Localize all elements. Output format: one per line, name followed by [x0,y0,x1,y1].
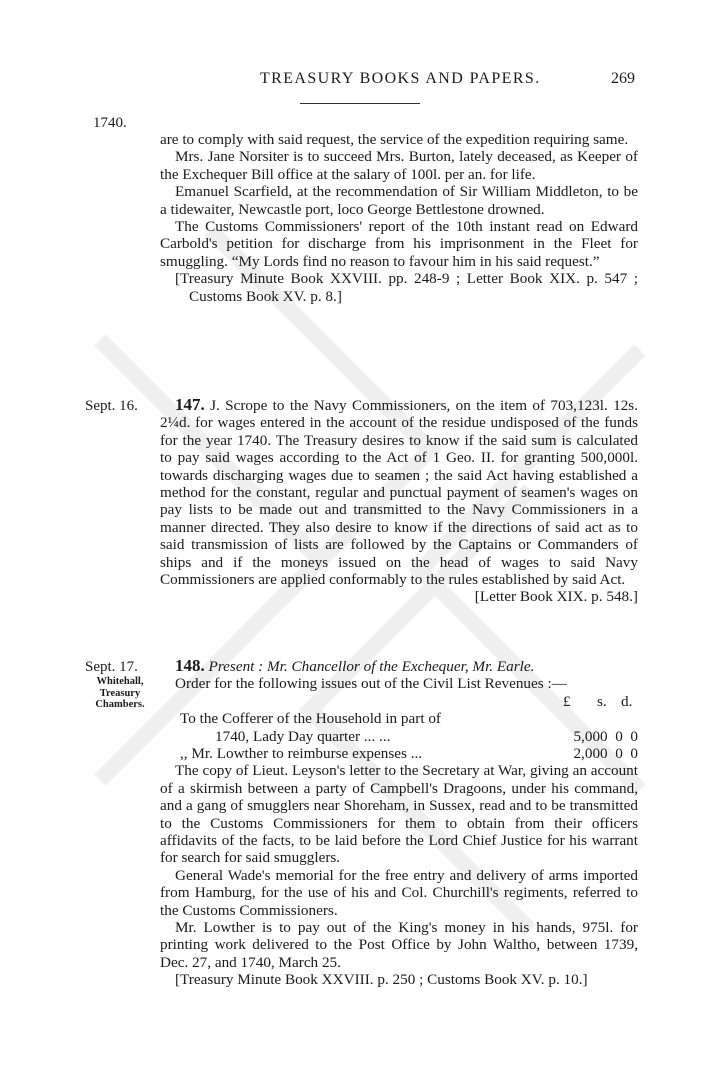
margin-year: 1740. [93,115,127,131]
citation: [Letter Book XIX. p. 548.] [474,588,638,606]
pounds-header: £ [563,692,571,710]
entry-number: 148. [175,656,205,675]
issue-amount: 2,000 0 0 [573,744,638,762]
issue-description: ,, Mr. Lowther to reimburse expenses ... [180,744,423,762]
paragraph: General Wade's memorial for the free entry and delivery of arms imported from Hamburg, for the use of his and Col. Churchill's regiments, referred to the Customs Commissioners. [160,866,638,919]
paragraph: Emanuel Scarfield, at the recommendation of Sir William Middleton, to be a tidewaiter, Newcastle port, loco George Bettlestone drowned. [160,183,638,218]
issue-description: To the Cofferer of the Household in part of [180,710,441,728]
margin-date: Sept. 17. [85,659,138,675]
issue-description: 1740, Lady Day quarter ... ... [215,727,391,745]
present-line: Present : Mr. Chancellor of the Exchequer, Mr. Earle. [208,658,535,675]
entry-147 [160,396,638,606]
entry-text: J. Scrope to the Navy Commissioners, on the item of 703,123l. 12s. 2¼d. for wages entered in the account of the residue undisposed of the funds for the year 1740. The Treasury desires to know if the said sum is calculated to pay said wages according to the Act of 1 Geo. II. for granting 500,000l. towards discharging wages due to seamen ; the said Act having established a method for the constant, regular and punctual payment of seamen's wages on pay lists to be made out and transmitted to the Navy Commissioners in a manner directed. They also desire to know if the directions of said act as to said transmission of lists are followed by the Captains or Commanders of ships and if the moneys issued on the head of wages to said Navy Commissioners are applied conformably to the rules established by said Act. [160,397,639,589]
entry-148 [160,657,638,989]
page-number: 269 [611,70,635,87]
pence-header: d. [621,692,633,710]
order-line: Order for the following issues out of the Civil List Revenues :— [175,675,567,693]
issue-row [160,728,638,745]
citation: [Treasury Minute Book XXVIII. pp. 248-9 ; Letter Book XIX. p. 547 ; Customs Book XV. p. 8.] [175,270,638,305]
lsd-header [160,693,638,710]
issue-amount: 5,000 0 0 [573,727,638,745]
paragraph: are to comply with said request, the service of the expedition requiring same. [160,131,629,148]
entry-number: 147. [175,395,205,414]
issue-row [160,745,638,762]
shillings-header: s. [597,692,607,710]
paragraph: Mrs. Jane Norsiter is to succeed Mrs. Burton, lately deceased, as Keeper of the Exchequer Bill office at the salary of 100l. per an. for life. [160,148,638,183]
paragraph: The copy of Lieut. Leyson's letter to the Secretary at War, giving an account of a skirmish between a party of Campbell's Dragoons, under his command, and a gang of smugglers near Shoreham, in Sussex, read and to be transmitted to the Customs Commissioners for them to obtain from their officers affidavits of the facts, to be laid before the Lord Chief Justice for his warrant for search for said smugglers. [160,762,638,867]
paragraph: Mr. Lowther is to pay out of the King's money in his hands, 975l. for printing work delivered to the Post Office by John Waltho, between 1739, Dec. 27, and 1740, March 25. [160,919,638,971]
paragraph: The Customs Commissioners' report of the 10th instant read on Edward Carbold's petition for discharge from his imprisonment in the Fleet for smuggling. “My Lords find no reason to favour him in his said request.” [160,218,638,270]
header-rule [300,103,420,104]
margin-place: Whitehall, Treasury Chambers. [95,676,145,710]
running-title: TREASURY BOOKS AND PAPERS. [260,70,541,87]
citation: [Treasury Minute Book XXVIII. p. 250 ; Customs Book XV. p. 10.] [175,971,588,989]
running-head [0,70,721,92]
margin-date: Sept. 16. [85,398,138,414]
section-top [160,131,638,305]
issues-table [160,710,638,762]
issue-row [160,710,638,727]
